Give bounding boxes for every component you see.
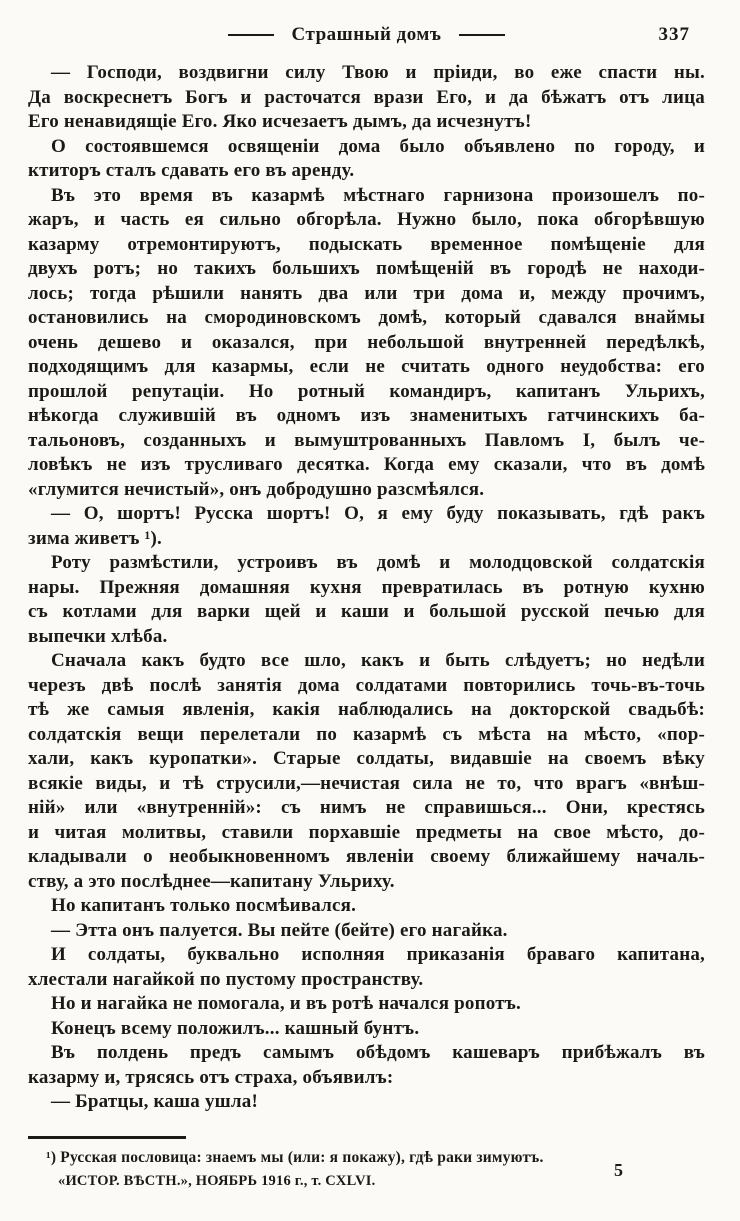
paragraph [28,649,705,894]
text-line: двухъ ротъ; но такихъ большихъ помѣщеній въ городѣ не находи- [28,258,705,279]
paragraph [28,135,705,184]
text-line: всякіе виды, и тѣ струсили,—нечистая сила не то, что врагъ «внѣш- [28,772,705,794]
footnote-line: ¹) Русская пословица: знаемъ мы (или: я покажу), гдѣ раки зимуютъ. [46,1149,544,1166]
text-line: нары. Прежняя домашняя кухня превратилась въ ротную кухню [28,576,705,598]
footnote [46,1146,656,1193]
text-line: тальоновъ, созданныхъ и вымуштрованныхъ Павломъ I, былъ че- [28,429,705,451]
text-line: казарму отремонтируютъ, подыскать временное помѣщеніе для [28,233,705,255]
text-line: выпечки хлѣба. [28,625,168,647]
text-line: ству, а это послѣднее—капитану Ульриху. [28,870,395,892]
text-line: Роту размѣстили, устроивъ въ домѣ и молодцовской солдатскія [51,552,705,573]
text-line: нѣкогда служившій въ одномъ изъ знаменитыхъ гатчинскихъ ба- [28,405,705,426]
text-line: Да воскреснетъ Богъ и расточатся врази Его, и да бѣжатъ отъ лица [28,86,705,108]
text-line: Его ненавидящіе Его. Яко исчезаетъ дымъ, да исчезнутъ! [28,111,532,132]
text-line: Въ полдень предъ самымъ обѣдомъ кашеваръ прибѣжалъ въ [51,1042,705,1063]
paragraph [28,502,705,551]
text-line: очень дешево и оказался, при небольшой внутренней передѣлкѣ, [28,331,705,353]
footnote-rule [28,1136,186,1139]
text-line: остановились на смородиновскомъ домѣ, который сдавался внаймы [28,307,705,328]
running-head [28,24,705,46]
text-line: черезъ двѣ послѣ занятія дома солдатами повторились точь-въ-точь [28,674,705,696]
text-line: Конецъ всему положилъ... кашный бунтъ. [51,1017,420,1039]
paragraph [28,919,705,944]
footnote-line: «ИСТОР. ВѢСТН.», НОЯБРЬ 1916 г., т. CXLVI. [58,1172,376,1189]
signature-number: 5 [614,1160,623,1180]
text-line: прошлой репутаціи. Но ротный командиръ, капитанъ Ульрихъ, [28,380,705,402]
text-line: О состоявшемся освященіи дома было объявлено по городу, и [51,135,705,157]
page-body [28,61,705,1115]
text-line: тѣ же самыя явленія, какія наблюдались на докторской свадьбѣ: [28,699,705,720]
header-dash-right [459,34,505,37]
paragraph [28,943,705,992]
text-line: съ котлами для варки щей и каши и большой русской печью для [28,601,705,622]
text-line: ловѣкъ не изъ трусливаго десятка. Когда ему сказали, что въ домѣ [28,454,705,475]
paragraph [28,551,705,649]
text-line: И солдаты, буквально исполняя приказанія браваго капитана, [51,944,705,965]
text-line: — Господи, воздвигни силу Твою и пріиди, во еже спасти ны. [51,62,705,83]
paragraph [28,1017,705,1042]
paragraph [28,1090,705,1115]
text-line: ктиторъ сталъ сдавать его въ аренду. [28,160,355,181]
text-line: — О, шортъ! Русска шортъ! О, я ему буду показывать, гдѣ ракъ [51,503,705,524]
text-line: казарму и, трясясь отъ страха, объявилъ: [28,1066,394,1088]
paragraph [28,61,705,135]
text-line: подходящимъ для казармы, если не считать одного неудобства: его [28,356,705,377]
text-line: — Братцы, каша ушла! [51,1091,258,1112]
text-line: Но капитанъ только посмѣивался. [51,895,357,916]
page-number: 337 [658,24,690,45]
text-line: — Этта онъ палуется. Вы пейте (бейте) его нагайка. [51,919,508,941]
text-line: хали, какъ куропатки». Старые солдаты, видавшіе на своемъ вѣку [28,748,705,769]
text-line: Сначала какъ будто все шло, какъ и быть слѣдуетъ; но недѣли [51,650,705,671]
text-line: Но и нагайка не помогала, и въ ротѣ начался ропотъ. [51,993,521,1014]
text-line: и читая молитвы, ставили порхавшіе предметы на свое мѣсто, до- [28,821,705,843]
page-title: Страшный домъ [291,24,442,45]
text-line: «глумится нечистый», онъ добродушно разсмѣялся. [28,478,485,500]
header-dash-left [228,34,274,37]
paragraph [28,1041,705,1090]
text-line: кладывали о необыкновенномъ явленіи своему ближайшему началь- [28,846,705,867]
text-line: зима живетъ ¹). [28,527,162,549]
text-line: Въ это время въ казармѣ мѣстнаго гарнизона произошелъ по- [51,184,705,206]
text-line: ній» или «внутренній»: съ нимъ не справишься... Они, крестясь [28,797,705,818]
paragraph [28,992,705,1017]
text-line: жаръ, и часть ея сильно обгорѣла. Нужно было, пока обгорѣвшую [28,209,705,230]
text-line: лось; тогда рѣшили нанять два или три дома и, между прочимъ, [28,282,705,304]
text-line: солдатскія вещи перелетали по казармѣ съ мѣста на мѣсто, «пор- [28,723,705,745]
text-line: хлестали нагайкой по пустому пространству. [28,968,424,990]
paragraph [28,184,705,503]
paragraph [28,894,705,919]
